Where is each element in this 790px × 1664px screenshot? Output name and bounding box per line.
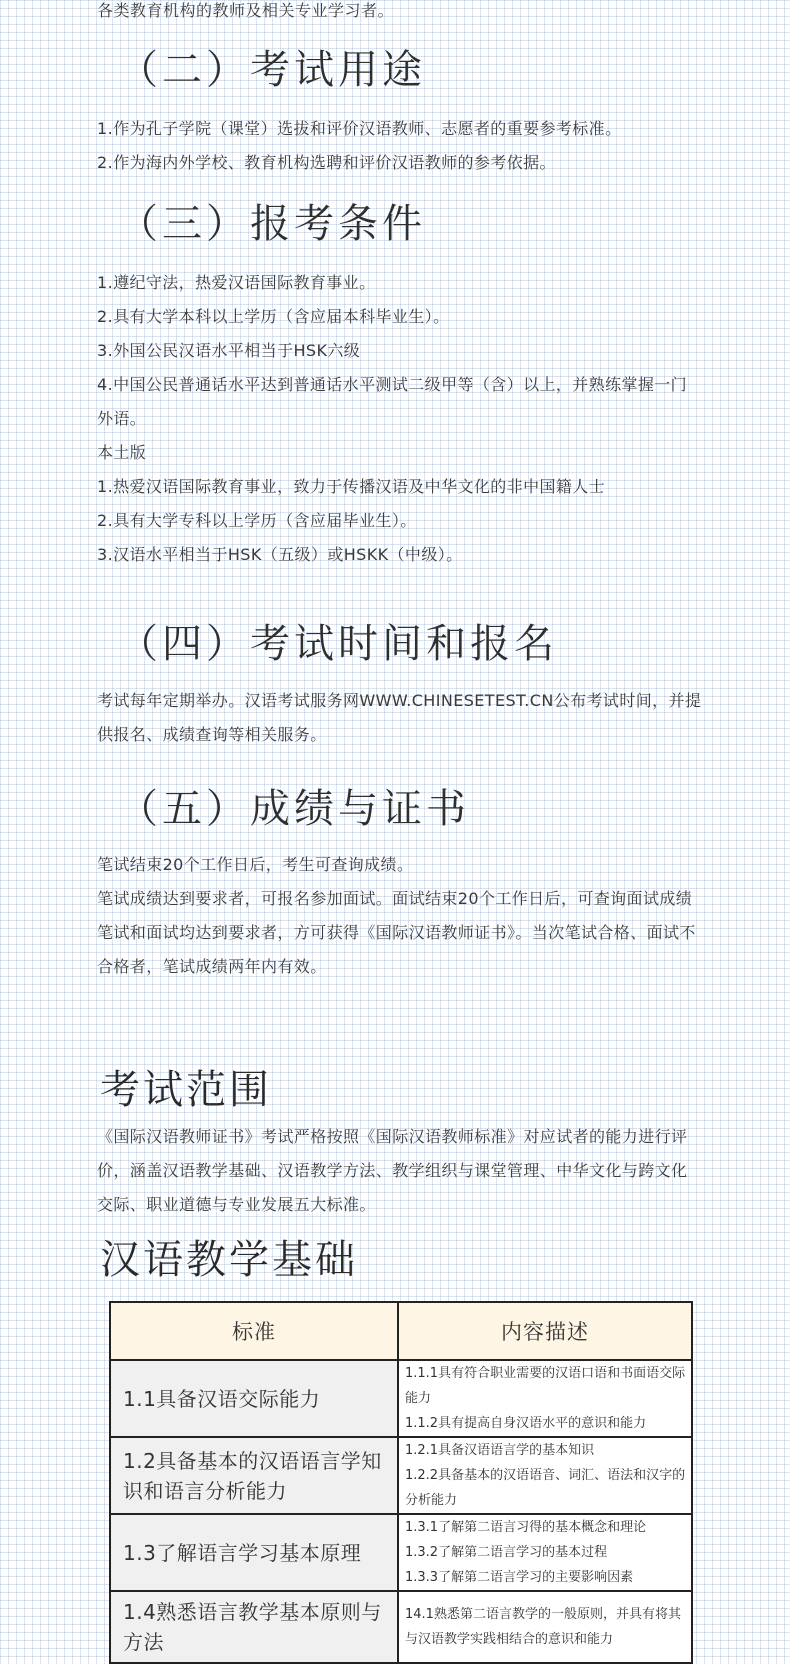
table-row [110,1437,692,1514]
results-item: 笔试结束20个工作日后，考生可查询成绩。 [97,855,414,874]
section-body-conditions [97,266,702,572]
scope-heading: 考试范围 [100,1067,272,1113]
column-header-description: 内容描述 [398,1302,692,1360]
section-body-usage [97,112,702,180]
table-header-row [110,1302,692,1360]
usage-item: 2.作为海内外学校、教育机构选聘和评价汉语教师的参考依据。 [97,153,556,172]
intro-text: 各类教育机构的教师及相关专业学习者。 [97,1,395,20]
description-line: 1.3.1了解第二语言习得的基本概念和理论 [405,1520,647,1535]
description-line: 1.2.2具备基本的汉语语音、词汇、语法和汉字的分析能力 [405,1468,686,1508]
results-item: 笔试和面试均达到要求者，方可获得《国际汉语教师证书》。当次笔试合格、面试不合格者，笔试成绩两年内有效。 [97,923,696,976]
section-body-schedule [97,684,702,752]
section-heading-results: （五）成绩与证书 [118,786,470,832]
condition-item: 3.外国公民汉语水平相当于HSK六级 [97,341,361,360]
condition-item: 4.中国公民普通话水平达到普通话水平测试二级甲等（含）以上，并熟练掌握一门外语。 [97,375,688,428]
description-cell [398,1514,692,1591]
description-line: 14.1熟悉第二语言教学的一般原则，并具有将其与汉语教学实践相结合的意识和能力 [405,1607,681,1647]
scope-text: 《国际汉语教师证书》考试严格按照《国际汉语教师标准》对应试者的能力进行评价，涵盖汉语教学基础、汉语教学方法、教学组织与课堂管理、中华文化与跨文化交际、职业道德与专业发展五大标准。 [97,1127,688,1214]
section-heading-usage: （二）考试用途 [118,47,426,93]
section-heading-conditions: （三）报考条件 [118,201,426,247]
standard-cell: 1.2具备基本的汉语语言学知识和语言分析能力 [110,1437,398,1514]
description-line: 1.2.1具备汉语语言学的基本知识 [405,1443,595,1458]
basics-heading: 汉语教学基础 [100,1237,358,1283]
table-row [110,1514,692,1591]
condition-item: 1.热爱汉语国际教育事业，致力于传播汉语及中华文化的非中国籍人士 [97,477,606,496]
usage-item: 1.作为孔子学院（课堂）选拔和评价汉语教师、志愿者的重要参考标准。 [97,119,622,138]
description-cell [398,1360,692,1437]
column-header-standard: 标准 [110,1302,398,1360]
description-cell [398,1437,692,1514]
results-item: 笔试成绩达到要求者，可报名参加面试。面试结束20个工作日后，可查询面试成绩 [97,889,693,908]
condition-item: 2.具有大学本科以上学历（含应届本科毕业生）。 [97,307,450,326]
section-body-results [97,848,702,984]
condition-item: 3.汉语水平相当于HSK（五级）或HSKK（中级）。 [97,545,463,564]
table-row [110,1360,692,1437]
table-row [110,1591,692,1663]
standard-cell: 1.1具备汉语交际能力 [110,1360,398,1437]
description-line: 1.3.3了解第二语言学习的主要影响因素 [405,1570,634,1585]
section-heading-schedule: （四）考试时间和报名 [118,621,558,667]
condition-item: 2.具有大学专科以上学历（含应届毕业生）。 [97,511,417,530]
standard-cell: 1.4熟悉语言教学基本原则与方法 [110,1591,398,1663]
standard-cell: 1.3了解语言学习基本原理 [110,1514,398,1591]
schedule-text: 考试每年定期举办。汉语考试服务网WWW.CHINESETEST.CN公布考试时间，并提供报名、成绩查询等相关服务。 [97,691,702,744]
description-line: 1.1.2具有提高自身汉语水平的意识和能力 [405,1416,647,1431]
description-cell [398,1591,692,1663]
scope-body [97,1120,702,1222]
condition-item: 1.遵纪守法，热爱汉语国际教育事业。 [97,273,376,292]
standards-table [109,1301,693,1664]
description-line: 1.1.1具有符合职业需要的汉语口语和书面语交际能力 [405,1366,686,1406]
condition-subheading: 本土版 [97,443,147,462]
description-line: 1.3.2了解第二语言学习的基本过程 [405,1545,608,1560]
